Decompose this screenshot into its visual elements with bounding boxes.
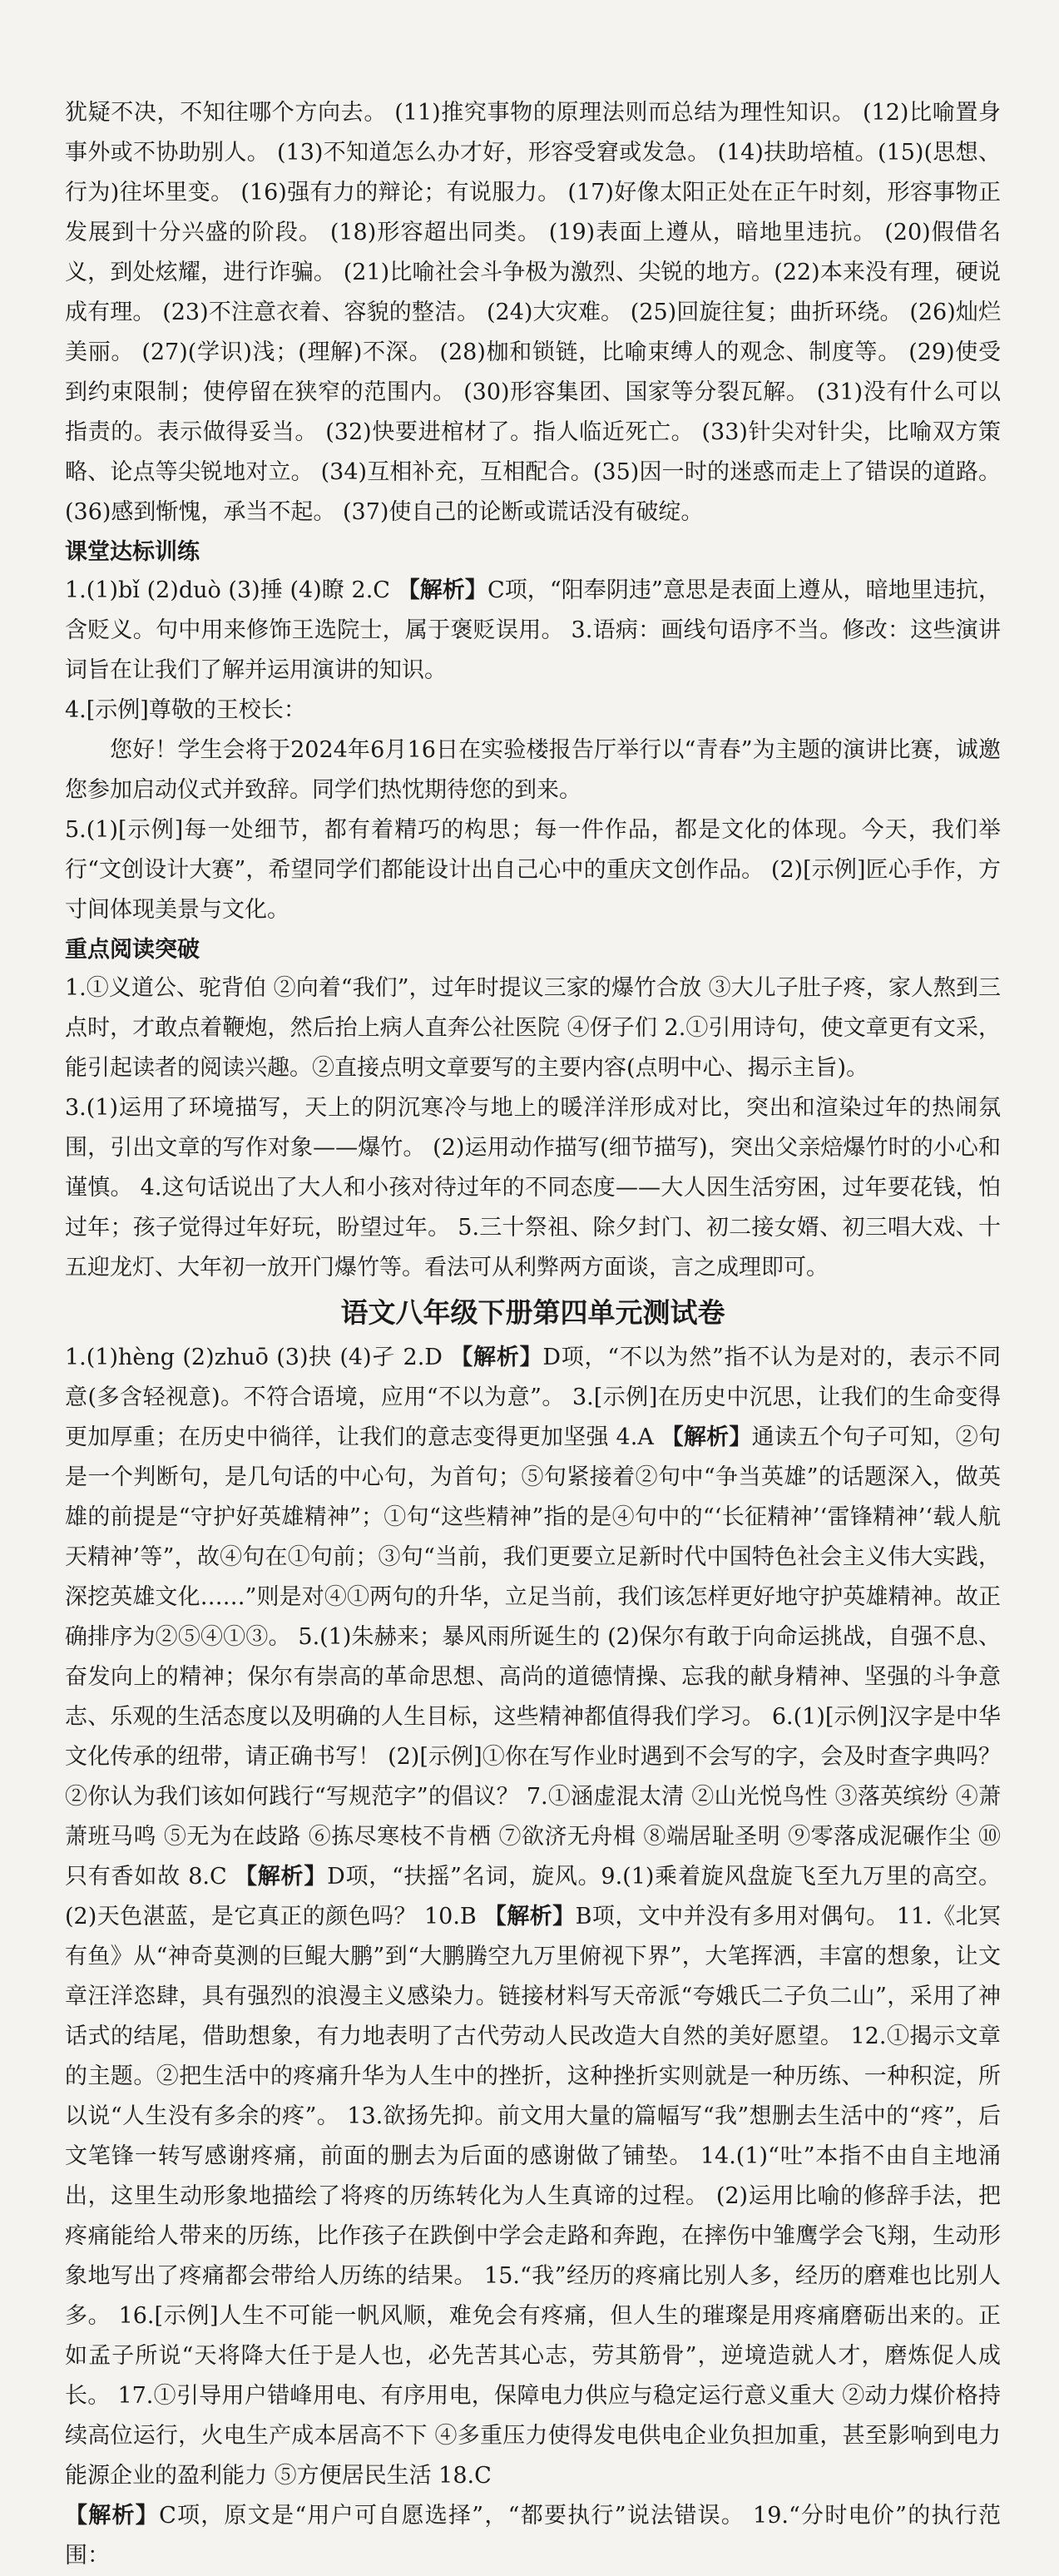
heading-ketang: 课堂达标训练 xyxy=(65,539,200,565)
analysis-tag: 【解析】 xyxy=(661,1424,752,1450)
ketang-letter-body: 您好！学生会将于2024年6月16日在实验楼报告厅举行以“青春”为主题的演讲比赛，诚邀您参加启动仪式并致辞。同学们热忱期待您的到来。 xyxy=(65,737,1001,803)
analysis-tag: 【解析】 xyxy=(483,1904,576,1930)
analysis-tag: 【解析】 xyxy=(65,2503,160,2529)
analysis-tag: 【解析】 xyxy=(450,1345,543,1370)
unit4-answers: 1.(1)hèng (2)zhuō (3)抉 (4)孑 2.D 【解析】D项，“不以为然”指不认为是对的，表示不同意(多含轻视意)。不符合语境，应用“不以为意”。 3.[示例]在历史中沉思，让我们的生命变得更加厚重；在历史中徜徉，让我们的意志变得更加坚强 4.A 【解析】通读五个句子可知，②句是一个判断句，是几句话的中心句，为首句；⑤句紧接着②句中“争当英雄”的话题深入，做英雄的前提是“守护好英雄精神”；①句“这些精神”指的是④句中的“‘长征精神’‘雷锋精神’‘载人航天精神’等”，故④句在①句前；③句“当前，我们更要立足新时代中国特色社会主义伟大实践，深挖英雄文化……”则是对④①两句的升华，立足当前，我们该怎样更好地守护英雄精神。故正确排序为②⑤④①③。 5.(1)朱赫来；暴风雨所诞生的 (2)保尔有敢于向命运挑战，自强不息、奋发向上的精神；保尔有崇高的革命思想、高尚的道德情操、忘我的献身精神、坚强的斗争意志、乐观的生活态度以及明确的人生目标，这些精神都值得我们学习。 6.(1)[示例]汉字是中华文化传承的纽带，请正确书写！ (2)[示例]①你在写作业时遇到不会写的字，会及时查字典吗？②你认为我们该如何践行“写规范字”的倡议？ 7.①涵虚混太清 ②山光悦鸟性 ③落英缤纷 ④萧萧班马鸣 ⑤无为在歧路 ⑥拣尽寒枝不肯栖 ⑦欲济无舟楫 ⑧端居耻圣明 ⑨零落成泥碾作尘 ⑩只有香如故 8.C 【解析】D项，“扶摇”名词，旋风。9.(1)乘着旋风盘旋飞至九万里的高空。 (2)天色湛蓝，是它真正的颜色吗？ 10.B 【解析】B项，文中并没有多用对偶句。 11.《北冥有鱼》从“神奇莫测的巨鲲大鹏”到“大鹏腾空九万里俯视下界”，大笔挥洒，丰富的想象，让文章汪洋恣肆，具有强烈的浪漫主义感染力。链接材料写天帝派“夸娥氏二子负二山”，采用了神话式的结尾，借助想象，有力地表明了古代劳动人民改造大自然的美好愿望。 12.①揭示文章的主题。②把生活中的疼痛升华为人生中的挫折，这种挫折实则就是一种历练、一种积淀，所以说“人生没有多余的疼”。 13.欲扬先抑。前文用大量的篇幅写“我”想删去生活中的“疼”，后文笔锋一转写感谢疼痛，前面的删去为后面的感谢做了铺垫。 14.(1)“吐”本指不由自主地涌出，这里生动形象地描绘了将疼的历练转化为人生真谛的过程。 (2)运用比喻的修辞手法，把疼痛能给人带来的历练，比作孩子在跌倒中学会走路和奔跑，在摔伤中雏鹰学会飞翔，生动形象地写出了疼痛都会带给人历练的结果。 15.“我”经历的疼痛比别人多，经历的磨难也比别人多。 16.[示例]人生不可能一帆风顺，难免会有疼痛，但人生的璀璨是用疼痛磨砺出来的。正如孟子所说“天将降大任于是人也，必先苦其心志，劳其筋骨”，逆境造就人才，磨炼促人成长。 17.①引导用户错峰用电、有序用电，保障电力供应与稳定运行意义重大 ②动力煤价格持续高位运行，火电生产成本居高不下 ④多重压力使得发电供电企业负担加重，甚至影响到电力能源企业的盈利能力 ⑤方便居民生活 18.C 【解析】C项，原文是“用户可自愿选择”，“都要执行”说法错误。 19.“分时电价”的执行范围： xyxy=(65,1345,1002,2569)
ketang-answer-5: 5.(1)[示例]每一处细节，都有着精巧的构思；每一件作品，都是文化的体现。今天，我们举行“文创设计大赛”，希望同学们都能设计出自己心中的重庆文创作品。 (2)[示例]匠心手作，方寸间体现美景与文化。 xyxy=(65,817,1001,923)
heading-yuedu: 重点阅读突破 xyxy=(65,937,200,963)
unit4-title: 语文八年级下册第四单元测试卷 xyxy=(340,1296,725,1329)
section-word-explanations xyxy=(65,93,1001,533)
section-unit4 xyxy=(65,1338,1001,2576)
yuedu-answer-3: 3.(1)运用了环境描写，天上的阴沉寒冷与地上的暖洋洋形成对比，突出和渲染过年的热闹氛围，引出文章的写作对象——爆竹。 (2)运用动作描写(细节描写)，突出父亲焙爆竹时的小心和谨慎。 4.这句话说出了大人和小孩对待过年的不同态度——大人因生活穷困，过年要花钱，怕过年；孩子觉得过年好玩，盼望过年。 5.三十祭祖、除夕封门、初二接女婿、初三唱大戏、十五迎龙灯、大年初一放开门爆竹等。看法可从利弊两方面谈，言之成理即可。 xyxy=(65,1095,1001,1281)
analysis-tag: 【解析】 xyxy=(235,1864,328,1890)
section-ketang xyxy=(65,571,1001,930)
section-yuedu xyxy=(65,968,1001,1288)
ketang-answer-1: 1.(1)bǐ (2)duò (3)捶 (4)瞭 2.C 【解析】C项，“阳奉阴违”意思是表面上遵从，暗地里违抗，含贬义。句中用来修饰王选院士，属于褒贬误用。 3.语病：画线句语序不当。修改：这些演讲词旨在让我们了解并运用演讲的知识。 xyxy=(65,577,1002,683)
analysis-tag: 【解析】 xyxy=(397,577,487,603)
ketang-answer-4: 4.[示例]尊敬的王校长： xyxy=(65,697,306,723)
yuedu-answer-1: 1.①义道公、驼背伯 ②向着“我们”，过年时提议三家的爆竹合放 ③大儿子肚子疼，家人熬到三点时，才敢点着鞭炮，然后抬上病人直奔公社医院 ④伢子们 2.①引用诗句，使文章更有文采，能引起读者的阅读兴趣。②直接点明文章要写的主要内容(点明中心、揭示主旨)。 xyxy=(65,975,1001,1081)
explanations-paragraph: 犹疑不决，不知往哪个方向去。 (11)推究事物的原理法则而总结为理性知识。 (12)比喻置身事外或不协助别人。 (13)不知道怎么办才好，形容受窘或发急。 (14)扶助培植。(15)(思想、行为)往坏里变。 (16)强有力的辩论；有说服力。 (17)好像太阳正处在正午时刻，形容事物正发展到十分兴盛的阶段。 (18)形容超出同类。 (19)表面上遵从，暗地里违抗。 (20)假借名义，到处炫耀，进行诈骗。 (21)比喻社会斗争极为激烈、尖锐的地方。(22)本来没有理，硬说成有理。 (23)不注意衣着、容貌的整洁。 (24)大灾难。 (25)回旋往复；曲折环绕。 (26)灿烂美丽。 (27)(学识)浅；(理解)不深。 (28)枷和锁链，比喻束缚人的观念、制度等。 (29)使受到约束限制；使停留在狭窄的范围内。 (30)形容集团、国家等分裂瓦解。 (31)没有什么可以指责的。表示做得妥当。 (32)快要进棺材了。指人临近死亡。 (33)针尖对针尖，比喻双方策略、论点等尖锐地对立。 (34)互相补充，互相配合。(35)因一时的迷惑而走上了错误的道路。 (36)感到惭愧，承当不起。 (37)使自己的论断或谎话没有破绽。 xyxy=(65,100,1001,525)
